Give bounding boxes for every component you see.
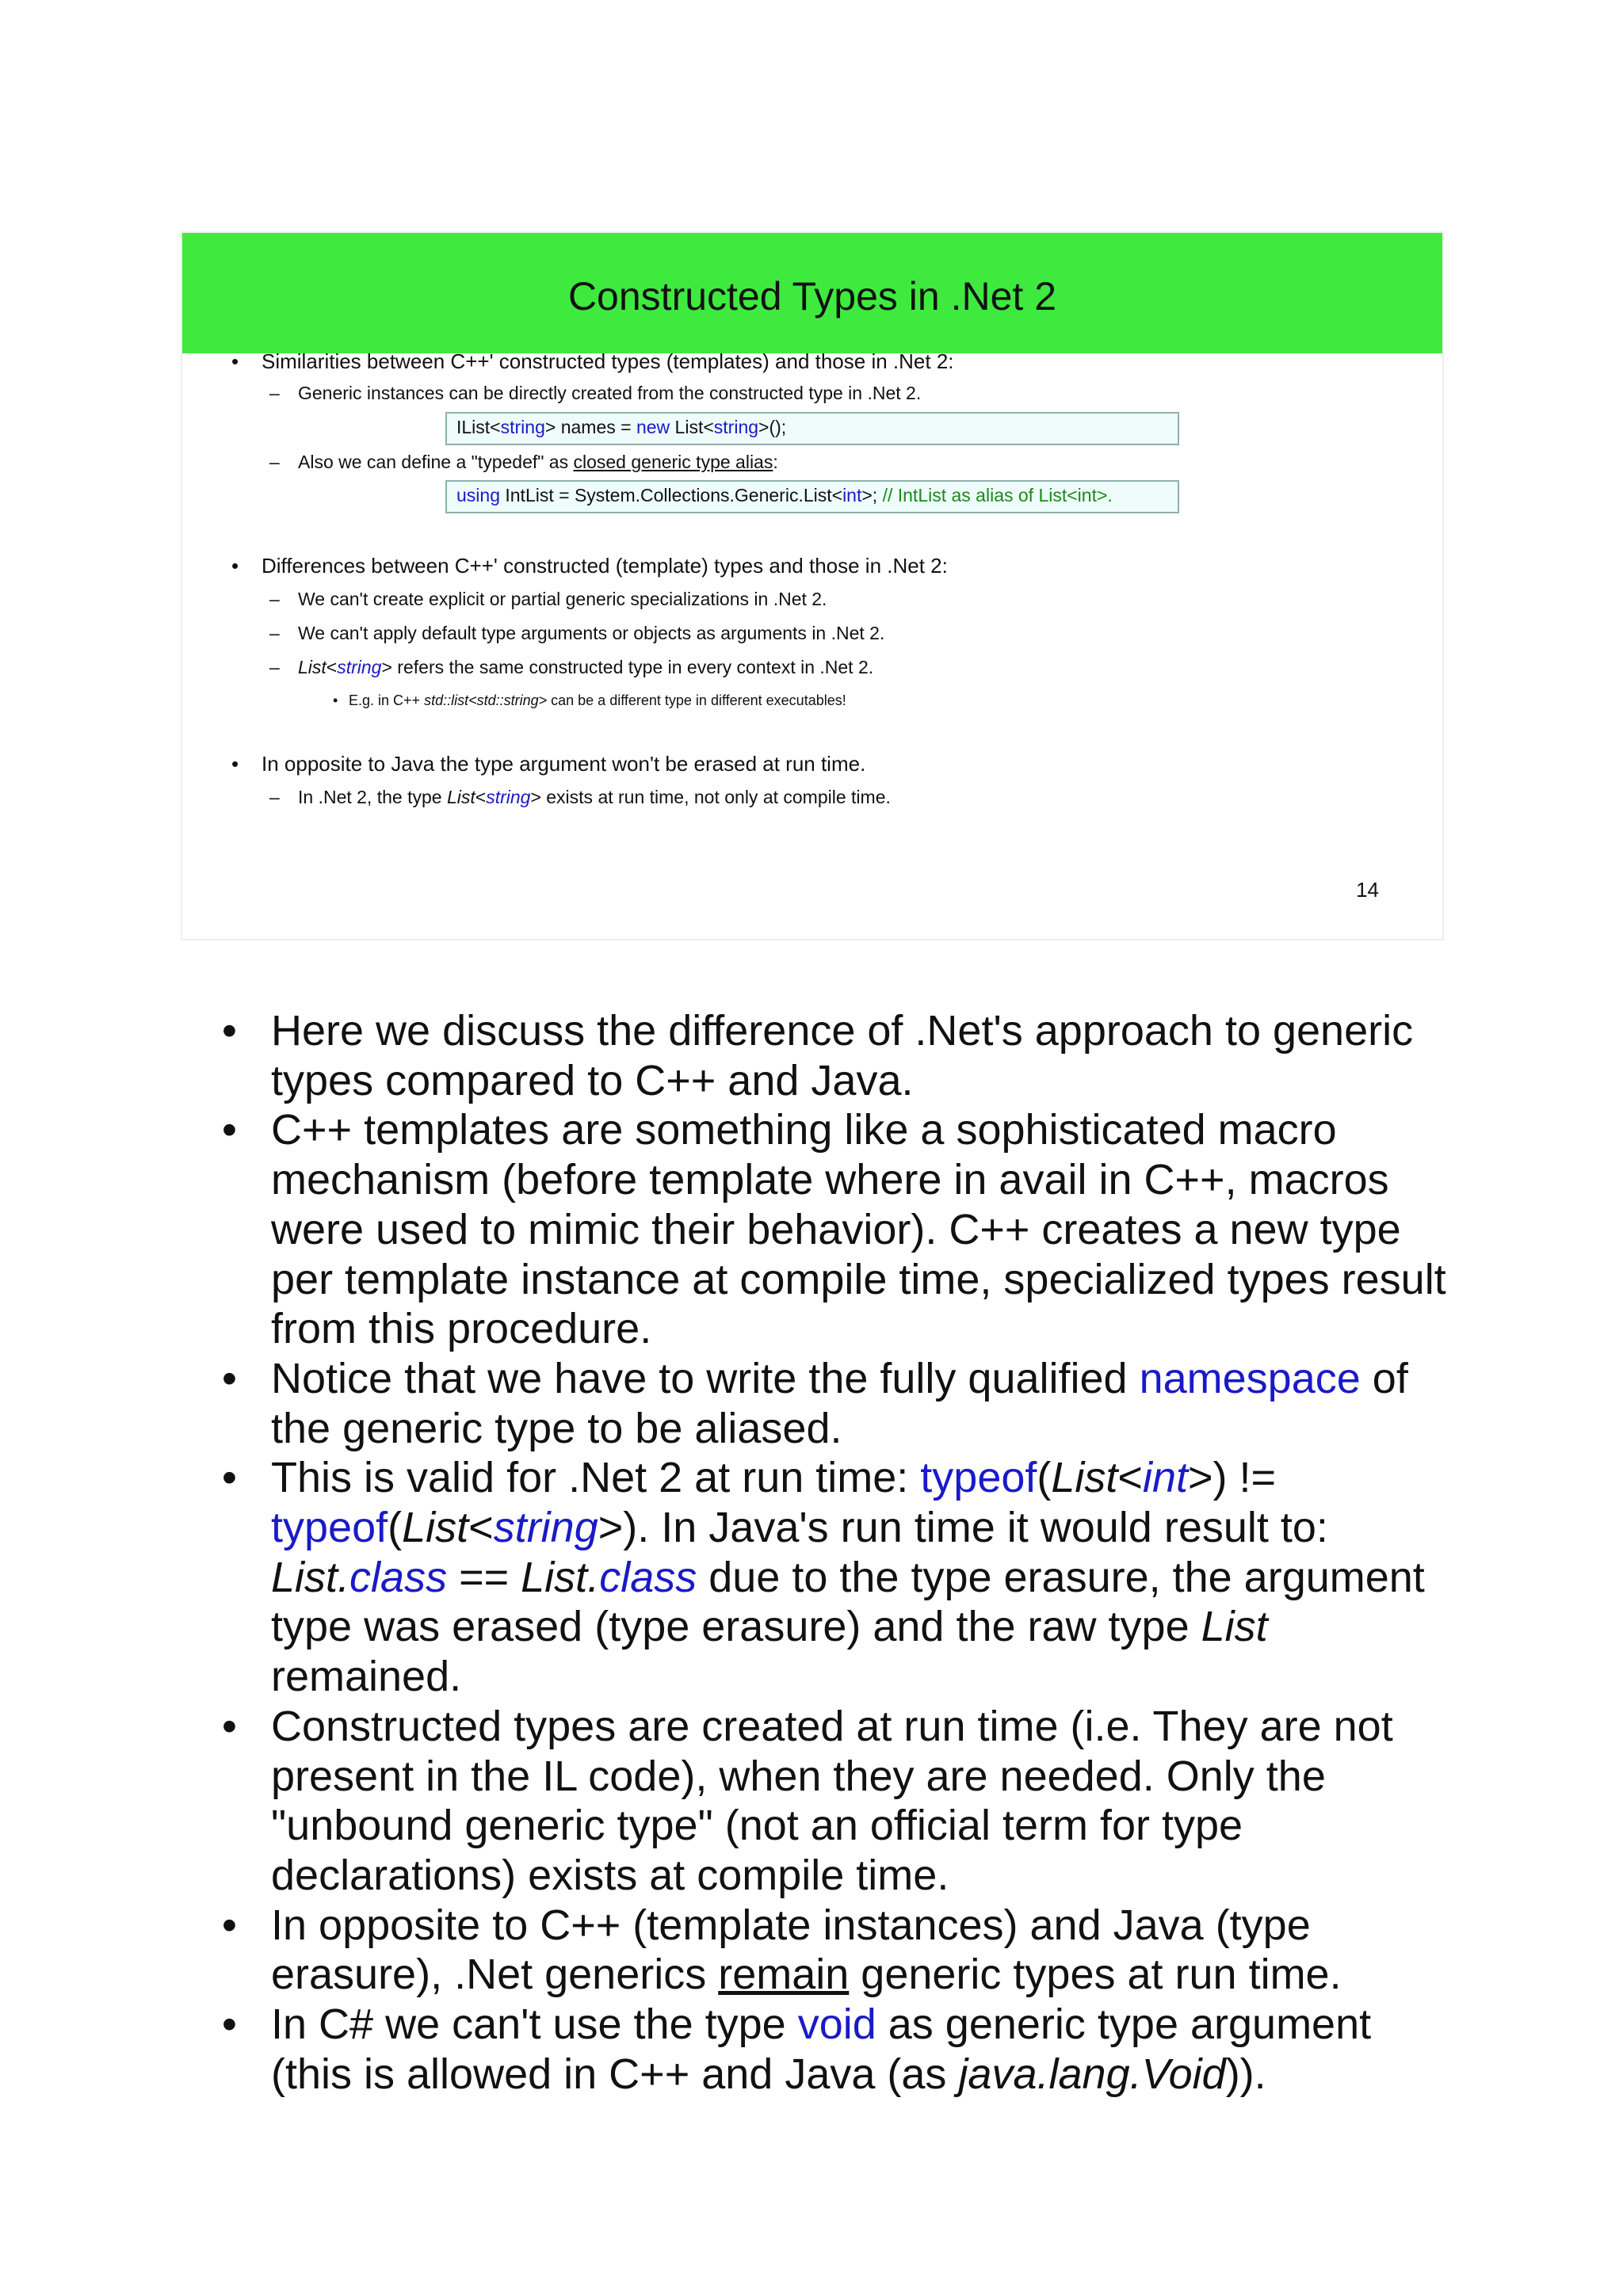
bullet-icon: • bbox=[231, 554, 239, 578]
slide-header bbox=[182, 233, 1442, 353]
note-item: • In C# we can't use the type void as generic type argument (this is allowed in C++ and Java (as java.lang.Void)). bbox=[222, 2000, 1372, 2098]
bullet-icon: • bbox=[231, 752, 239, 776]
note-item: • C++ templates are something like a sophisticated macro mechanism (before template where in avail in C++, macros were used to mimic their behavior). C++ creates a new type per template instance at compile time, specialized types result from this procedure. bbox=[222, 1106, 1446, 1353]
dash-icon: – bbox=[269, 657, 280, 677]
bullet-icon: • bbox=[222, 1354, 237, 1402]
differences-subitem: E.g. in C++ std::list<std::string> can be a different type in different executables! bbox=[349, 692, 846, 708]
bullet-icon: • bbox=[222, 1454, 237, 1502]
bullet-icon: • bbox=[222, 1106, 237, 1154]
code-snippet-1: IList<string> names = new List<string>(); bbox=[445, 412, 1179, 445]
dash-icon: – bbox=[269, 623, 280, 643]
bullet-icon: • bbox=[222, 1007, 237, 1055]
bullet-icon: • bbox=[222, 2000, 237, 2049]
similarities-heading: Similarities between C++' constructed types (templates) and those in .Net 2: bbox=[262, 349, 954, 373]
bullet-icon: • bbox=[222, 1901, 237, 1949]
bullet-icon: • bbox=[222, 1702, 237, 1750]
note-item: • This is valid for .Net 2 at run time: typeof(List<int>) != typeof(List<string>). In Java's run time it would result to: List.class == List.class due to the type erasure, the argument type was erased (type erasure) and the raw type List remained. bbox=[222, 1454, 1425, 1701]
differences-item-3: List<string> refers the same constructed type in every context in .Net 2. bbox=[298, 657, 874, 677]
java-item: In .Net 2, the type List<string> exists at run time, not only at compile time. bbox=[298, 787, 891, 807]
dash-icon: – bbox=[269, 383, 280, 403]
slide-title: Constructed Types in .Net 2 bbox=[567, 274, 1057, 318]
code-snippet-2: using IntList = System.Collections.Generic.List<int>; // IntList as alias of List<int>. bbox=[445, 480, 1179, 513]
dash-icon: – bbox=[269, 589, 280, 609]
dash-icon: – bbox=[269, 452, 280, 472]
bullet-icon: • bbox=[231, 349, 239, 373]
page-number: 14 bbox=[1356, 878, 1379, 902]
slide bbox=[181, 231, 1444, 940]
similarities-item-2: Also we can define a "typedef" as closed generic type alias: bbox=[298, 452, 778, 472]
note-item: • Notice that we have to write the fully qualified namespace of the generic type to be aliased. bbox=[222, 1354, 1408, 1452]
bullet-icon: • bbox=[333, 692, 338, 708]
similarities-item-1: Generic instances can be directly created from the constructed type in .Net 2. bbox=[298, 383, 922, 403]
differences-heading: Differences between C++' constructed (template) types and those in .Net 2: bbox=[262, 554, 948, 578]
note-item: • In opposite to C++ (template instances) and Java (type erasure), .Net generics remain generic types at run time. bbox=[222, 1901, 1342, 1999]
differences-item-2: We can't apply default type arguments or objects as arguments in .Net 2. bbox=[298, 623, 885, 643]
differences-item-1: We can't create explicit or partial generic specializations in .Net 2. bbox=[298, 589, 827, 609]
note-item: • Here we discuss the difference of .Net's approach to generic types compared to C++ and Java. bbox=[222, 1007, 1414, 1104]
java-heading: In opposite to Java the type argument won't be erased at run time. bbox=[262, 752, 866, 776]
dash-icon: – bbox=[269, 787, 280, 807]
speaker-notes bbox=[222, 1006, 1458, 2099]
note-item: • Constructed types are created at run time (i.e. They are not present in the IL code), when they are needed. Only the "unbound generic type" (not an official term for type declarations) exists at compile time. bbox=[222, 1702, 1393, 1899]
